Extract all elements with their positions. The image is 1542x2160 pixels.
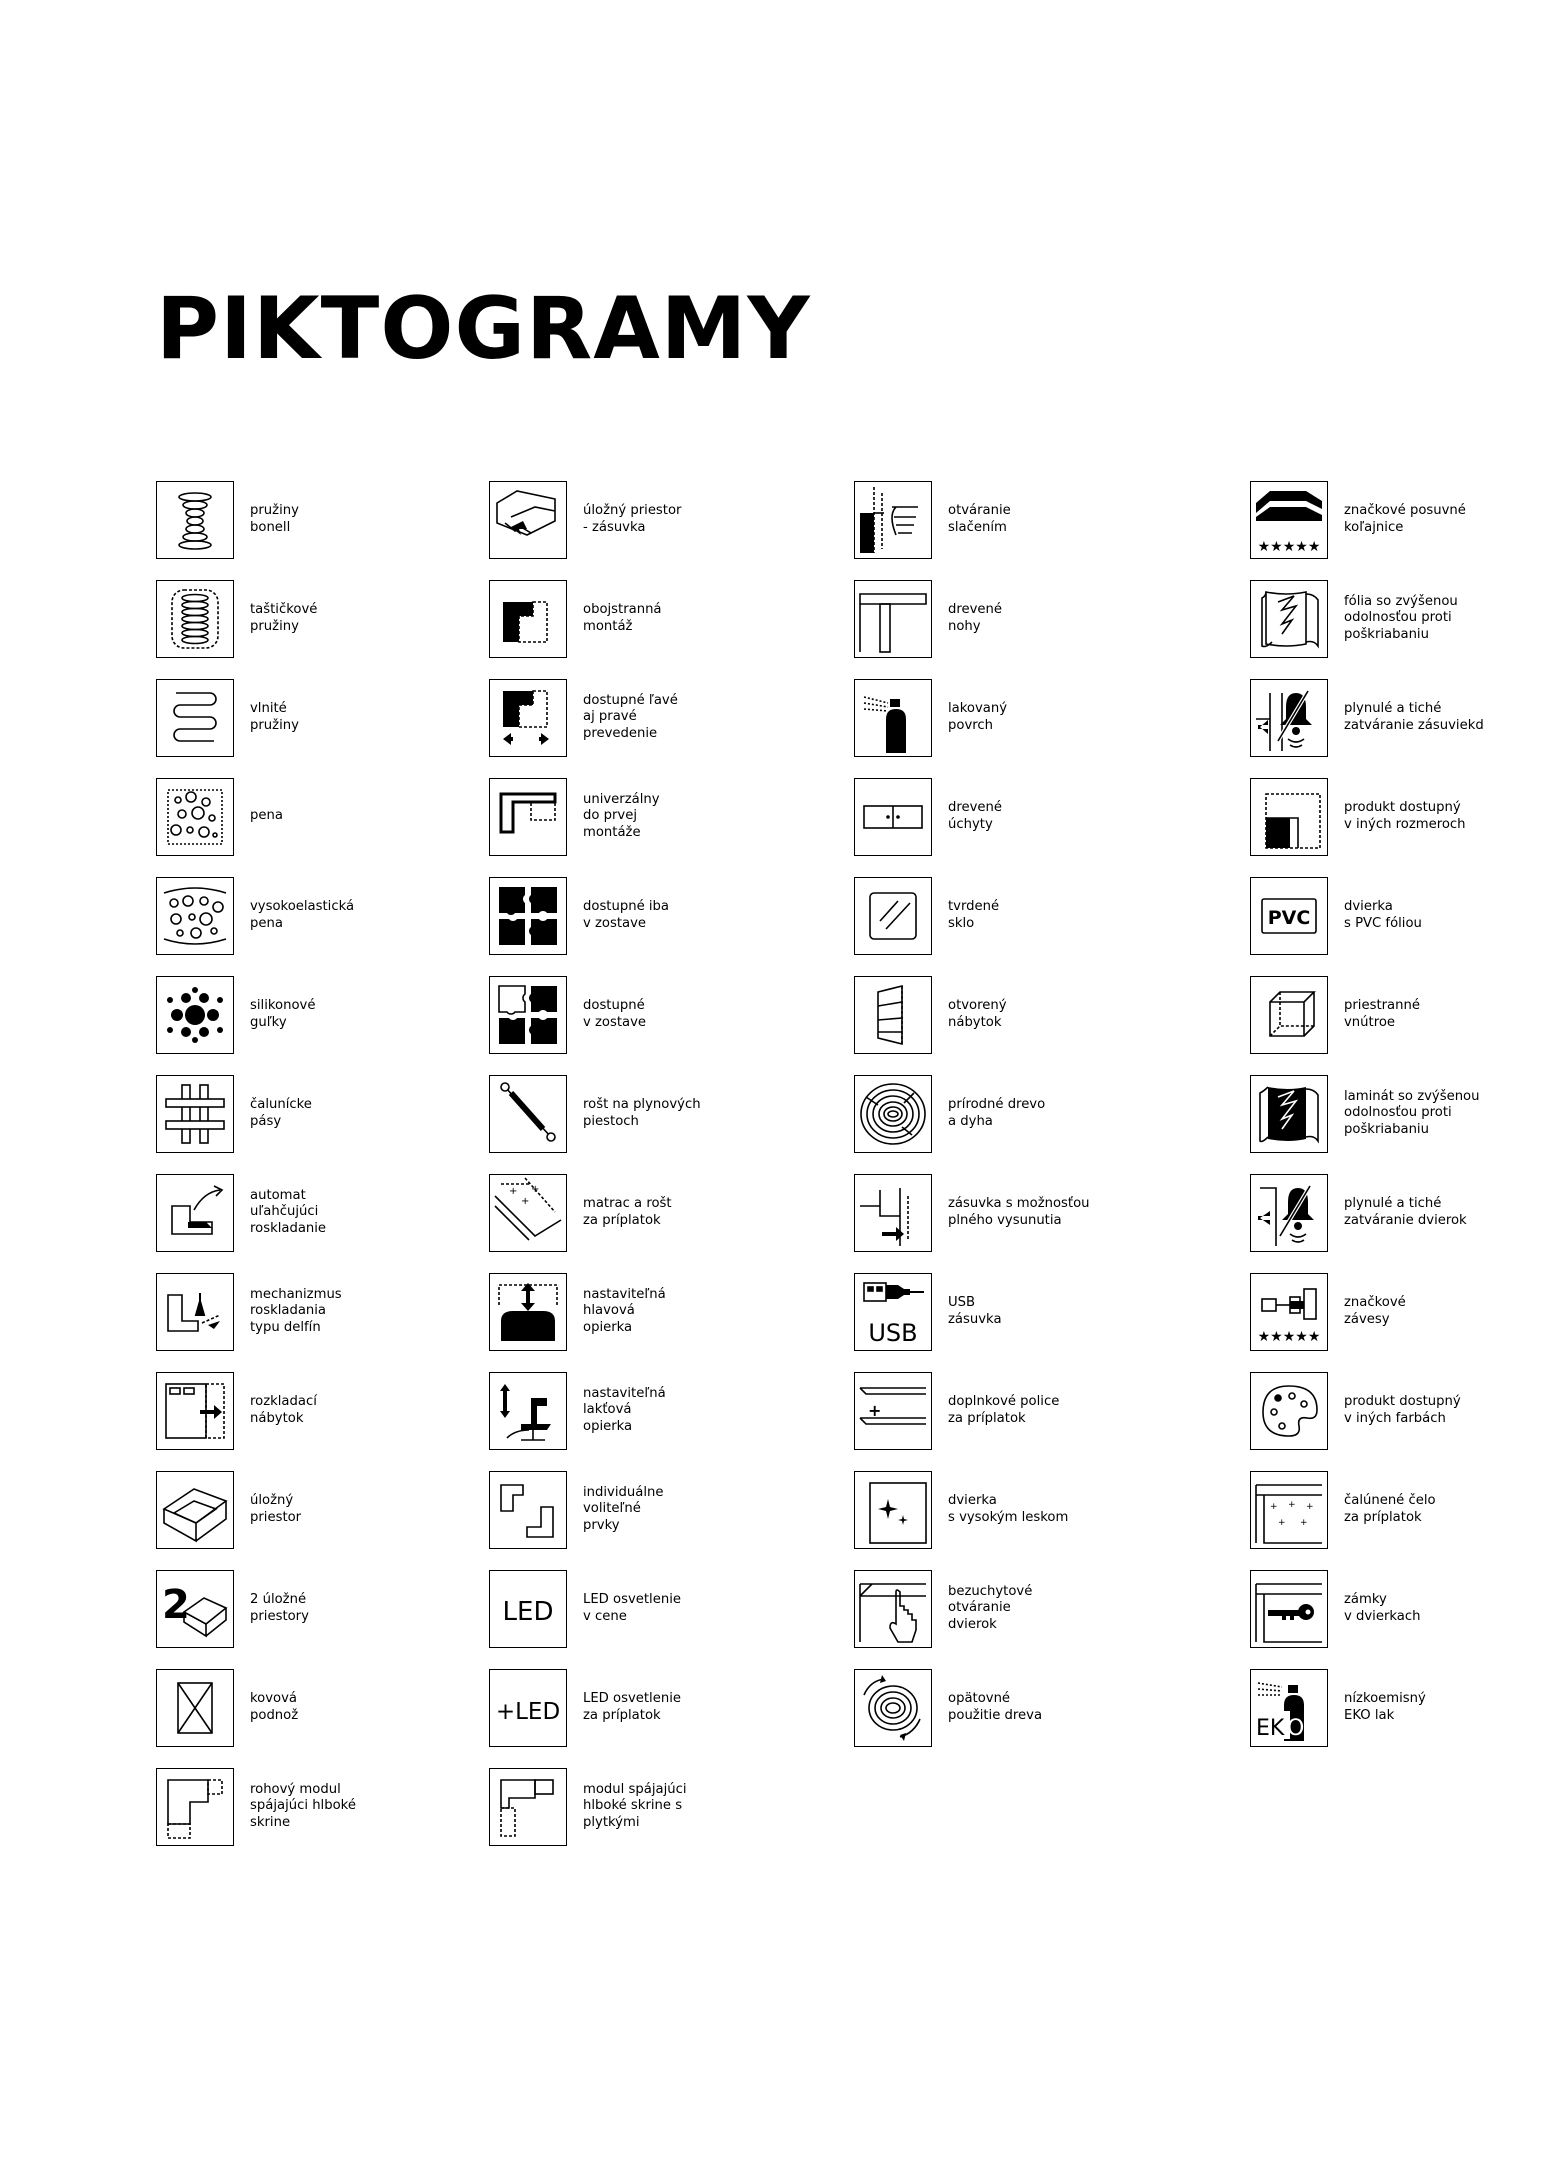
- pictogram-label: automat uľahčujúci roskladanie: [250, 1187, 327, 1236]
- universal-assembly-icon: [489, 778, 567, 856]
- pictogram-label: vysokoelastická pena: [250, 899, 355, 931]
- pictogram-item: [1250, 1163, 1542, 1262]
- svg-text:EK: EK: [1256, 1715, 1285, 1741]
- pictogram-item: [1250, 866, 1542, 965]
- pictogram-label: zámky v dvierkach: [1344, 1592, 1421, 1624]
- pictogram-label: úložný priestor: [250, 1493, 302, 1525]
- pictogram-label: plynulé a tiché zatváranie dvierok: [1344, 1196, 1467, 1228]
- pocket-spring-icon: [156, 580, 234, 658]
- pictogram-item: [489, 470, 869, 569]
- storage-space-icon: [156, 1471, 234, 1549]
- pictogram-item: [1250, 767, 1542, 866]
- pictogram-label: modul spájajúci hlboké skrine s plytkými: [583, 1781, 687, 1830]
- silicone-balls-icon: [156, 976, 234, 1054]
- high-gloss-door-icon: [854, 1471, 932, 1549]
- pictogram-item: [854, 866, 1234, 965]
- pictogram-label: obojstranná montáž: [583, 602, 662, 634]
- individual-elements-icon: [489, 1471, 567, 1549]
- pictogram-label: kovová podnož: [250, 1691, 299, 1723]
- pictogram-label: zásuvka s možnosťou plného vysunutia: [948, 1196, 1090, 1228]
- pictogram-label: drevené nohy: [948, 602, 1003, 634]
- left-right-version-icon: [489, 679, 567, 757]
- scratch-laminate-icon: [1250, 1075, 1328, 1153]
- svg-text:+: +: [1270, 1501, 1278, 1512]
- pictogram-item: [489, 1064, 869, 1163]
- pictogram-label: otvorený nábytok: [948, 998, 1007, 1030]
- pictogram-label: značkové posuvné koľajnice: [1344, 503, 1466, 535]
- pictogram-item: [489, 1262, 869, 1361]
- svg-text:2: 2: [162, 1581, 190, 1628]
- led-icon: [489, 1570, 567, 1648]
- pictogram-item: [854, 1163, 1234, 1262]
- pictogram-label: dvierka s vysokým leskom: [948, 1493, 1069, 1525]
- pictogram-item: [156, 470, 536, 569]
- pictogram-item: [489, 668, 869, 767]
- pictogram-item: [854, 1460, 1234, 1559]
- svg-text:+: +: [509, 1185, 518, 1197]
- pictogram-item: [489, 1559, 869, 1658]
- pictogram-label: nastaviteľná lakťová opierka: [583, 1385, 666, 1434]
- pictogram-item: [854, 767, 1234, 866]
- pictogram-item: [489, 767, 869, 866]
- pictogram-item: [156, 1559, 536, 1658]
- pictogram-item: [156, 569, 536, 668]
- set-only-puzzle-icon: [489, 877, 567, 955]
- scratch-foil-icon: [1250, 580, 1328, 658]
- pictogram-item: [1250, 668, 1542, 767]
- pictogram-label: lakovaný povrch: [948, 701, 1008, 733]
- pictogram-label: doplnkové police za príplatok: [948, 1394, 1060, 1426]
- pictogram-item: [156, 965, 536, 1064]
- branded-runners-icon: [1250, 481, 1328, 559]
- upholstered-front-icon: [1250, 1471, 1328, 1549]
- svg-text:+: +: [1306, 1501, 1314, 1512]
- svg-text:+LED: +LED: [495, 1698, 561, 1725]
- wooden-legs-icon: [854, 580, 932, 658]
- gas-spring-frame-icon: [489, 1075, 567, 1153]
- pictogram-label: fólia so zvýšenou odolnosťou proti poškriabaniu: [1344, 593, 1458, 642]
- auto-folding-icon: [156, 1174, 234, 1252]
- pictogram-item: [854, 1559, 1234, 1658]
- svg-text:+: +: [1278, 1517, 1286, 1528]
- pictogram-item: [1250, 1361, 1542, 1460]
- two-storage-spaces-icon: [156, 1570, 234, 1648]
- pictogram-item: [854, 965, 1234, 1064]
- open-furniture-icon: [854, 976, 932, 1054]
- svg-text:LED: LED: [502, 1596, 554, 1627]
- led-extra-icon: [489, 1669, 567, 1747]
- pictogram-column-1: [156, 470, 536, 1856]
- pictogram-item: [156, 1658, 536, 1757]
- pictogram-item: [156, 1064, 536, 1163]
- svg-text:+: +: [1288, 1499, 1296, 1510]
- pictogram-label: dostupné v zostave: [583, 998, 647, 1030]
- storage-drawer-icon: [489, 481, 567, 559]
- branded-hinges-icon: [1250, 1273, 1328, 1351]
- pictogram-item: [156, 1757, 536, 1856]
- pictogram-item: [156, 668, 536, 767]
- upholstery-straps-icon: [156, 1075, 234, 1153]
- pictogram-label: tvrdené sklo: [948, 899, 1000, 931]
- pictogram-label: značkové závesy: [1344, 1295, 1406, 1327]
- recycled-wood-icon: [854, 1669, 932, 1747]
- pictogram-item: [489, 965, 869, 1064]
- pictogram-item: [854, 1361, 1234, 1460]
- pictogram-item: [489, 1163, 869, 1262]
- pictogram-item: [854, 1262, 1234, 1361]
- pictogram-item: [489, 1757, 869, 1856]
- pictogram-label: rošt na plynových piestoch: [583, 1097, 701, 1129]
- pictogram-item: [1250, 569, 1542, 668]
- pictogram-item: [854, 668, 1234, 767]
- svg-text:O: O: [1287, 1715, 1305, 1741]
- metal-base-icon: [156, 1669, 234, 1747]
- pictogram-label: priestranné vnútroe: [1344, 998, 1420, 1030]
- tempered-glass-icon: [854, 877, 932, 955]
- pictogram-item: [489, 1361, 869, 1460]
- pictogram-label: bezuchytové otváranie dvierok: [948, 1583, 1033, 1632]
- page-title: PIKTOGRAMY: [156, 279, 811, 379]
- pictogram-item: [489, 1658, 869, 1757]
- usb-icon: [854, 1273, 932, 1351]
- pictogram-item: [1250, 1262, 1542, 1361]
- adjustable-armrest-icon: [489, 1372, 567, 1450]
- pictogram-label: plynulé a tiché zatváranie zásuviekd: [1344, 701, 1484, 733]
- other-sizes-icon: [1250, 778, 1328, 856]
- pictogram-label: pružiny bonell: [250, 503, 299, 535]
- pictogram-label: prírodné drevo a dyha: [948, 1097, 1046, 1129]
- pictogram-label: úložný priestor - zásuvka: [583, 503, 682, 535]
- pictogram-item: [156, 866, 536, 965]
- pictogram-item: [854, 1064, 1234, 1163]
- pictogram-label: drevené úchyty: [948, 800, 1003, 832]
- svg-text:★★★★★: ★★★★★: [1257, 538, 1321, 555]
- bonnell-spring-icon: [156, 481, 234, 559]
- pictogram-item: [489, 1460, 869, 1559]
- pictogram-label: univerzálny do prvej montáže: [583, 791, 660, 840]
- pictogram-label: dostupné iba v zostave: [583, 899, 669, 931]
- pictogram-label: rozkladací nábytok: [250, 1394, 317, 1426]
- pictogram-label: opätovné použitie dreva: [948, 1691, 1043, 1723]
- lacquered-surface-icon: [854, 679, 932, 757]
- eko-lacquer-icon: [1250, 1669, 1328, 1747]
- wooden-handles-icon: [854, 778, 932, 856]
- pictogram-label: taštičkové pružiny: [250, 602, 318, 634]
- pictogram-label: otváranie slačením: [948, 503, 1011, 535]
- pictogram-item: [1250, 965, 1542, 1064]
- pictogram-item: [489, 569, 869, 668]
- pictogram-label: nízkoemisný EKO lak: [1344, 1691, 1426, 1723]
- set-puzzle-icon: [489, 976, 567, 1054]
- dolphin-mechanism-icon: [156, 1273, 234, 1351]
- pictogram-item: [854, 470, 1234, 569]
- pictogram-label: individuálne voliteľné prvky: [583, 1484, 664, 1533]
- corner-module-deep-icon: [156, 1768, 234, 1846]
- spacious-interior-icon: [1250, 976, 1328, 1054]
- full-extension-drawer-icon: [854, 1174, 932, 1252]
- folding-furniture-icon: [156, 1372, 234, 1450]
- svg-text:+: +: [531, 1183, 540, 1195]
- soft-close-door-icon: [1250, 1174, 1328, 1252]
- double-sided-assembly-icon: [489, 580, 567, 658]
- foam-icon: [156, 778, 234, 856]
- pictogram-label: matrac a rošt za príplatok: [583, 1196, 672, 1228]
- pictogram-label: čalúnené čelo za príplatok: [1344, 1493, 1436, 1525]
- pictogram-item: [156, 1361, 536, 1460]
- pictogram-column-4: [1250, 470, 1542, 1757]
- pictogram-item: [1250, 1064, 1542, 1163]
- pictogram-item: [1250, 470, 1542, 569]
- pictogram-item: [1250, 1559, 1542, 1658]
- high-elastic-foam-icon: [156, 877, 234, 955]
- pictogram-label: rohový modul spájajúci hlboké skrine: [250, 1781, 356, 1830]
- svg-text:USB: USB: [868, 1318, 918, 1347]
- pictogram-column-2: [489, 470, 869, 1856]
- mattress-frame-icon: [489, 1174, 567, 1252]
- module-deep-shallow-icon: [489, 1768, 567, 1846]
- pictogram-item: [156, 1460, 536, 1559]
- pictogram-label: produkt dostupný v iných rozmeroch: [1344, 800, 1466, 832]
- pictogram-item: [156, 1163, 536, 1262]
- pictogram-label: pena: [250, 808, 283, 824]
- pictogram-label: LED osvetlenie v cene: [583, 1592, 681, 1624]
- pictogram-label: čalunícke pásy: [250, 1097, 312, 1129]
- pictogram-item: [489, 866, 869, 965]
- pictogram-column-3: [854, 470, 1234, 1757]
- extra-shelves-icon: [854, 1372, 932, 1450]
- pictogram-label: vlnité pružiny: [250, 701, 299, 733]
- pictogram-item: [854, 1658, 1234, 1757]
- soft-close-drawer-icon: [1250, 679, 1328, 757]
- pictogram-label: mechanizmus roskladania typu delfín: [250, 1286, 342, 1335]
- pictogram-label: USB zásuvka: [948, 1295, 1002, 1327]
- pictogram-item: [156, 1262, 536, 1361]
- svg-text:+: +: [521, 1195, 530, 1207]
- pictogram-label: dostupné ľavé aj pravé prevedenie: [583, 692, 678, 741]
- pictogram-label: nastaviteľná hlavová opierka: [583, 1286, 666, 1335]
- pictogram-label: 2 úložné priestory: [250, 1592, 309, 1624]
- handleless-opening-icon: [854, 1570, 932, 1648]
- pictogram-label: produkt dostupný v iných farbách: [1344, 1394, 1461, 1426]
- pictogram-item: [854, 569, 1234, 668]
- push-open-icon: [854, 481, 932, 559]
- pictogram-item: [156, 767, 536, 866]
- svg-text:+: +: [868, 1400, 882, 1420]
- pictogram-item: [1250, 1658, 1542, 1757]
- pictogram-item: [1250, 1460, 1542, 1559]
- other-colors-icon: [1250, 1372, 1328, 1450]
- pictogram-label: laminát so zvýšenou odolnosťou proti poškriabaniu: [1344, 1088, 1480, 1137]
- wavy-spring-icon: [156, 679, 234, 757]
- adjustable-headrest-icon: [489, 1273, 567, 1351]
- svg-text:+: +: [1300, 1517, 1308, 1528]
- pictogram-label: silikonové guľky: [250, 998, 316, 1030]
- door-locks-icon: [1250, 1570, 1328, 1648]
- pictogram-label: dvierka s PVC fóliou: [1344, 899, 1422, 931]
- natural-wood-icon: [854, 1075, 932, 1153]
- svg-text:PVC: PVC: [1267, 906, 1311, 929]
- pvc-icon: [1250, 877, 1328, 955]
- pictogram-label: LED osvetlenie za príplatok: [583, 1691, 681, 1723]
- svg-text:★★★★★: ★★★★★: [1257, 1328, 1321, 1345]
